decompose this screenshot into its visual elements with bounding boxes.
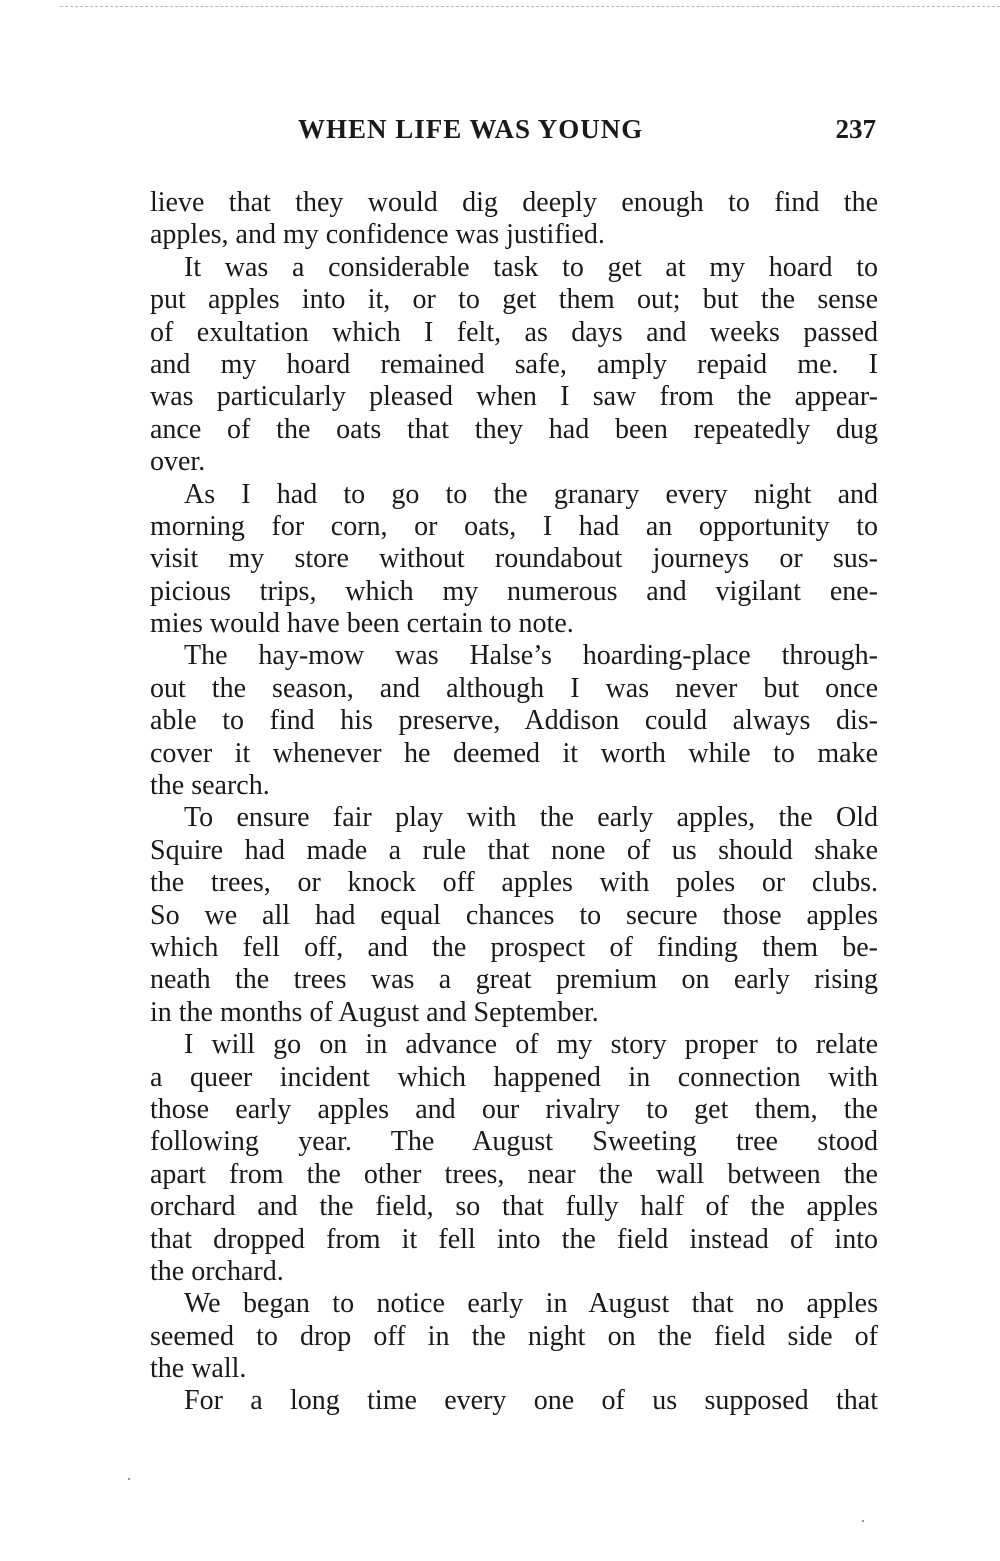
text-line: those early apples and our rivalry to get them, the (150, 1093, 878, 1125)
text-line: We began to notice early in August that no apples (184, 1288, 878, 1320)
text-line: following year. The August Sweeting tree stood (150, 1126, 878, 1158)
text-line: the wall. (150, 1353, 247, 1385)
text-line: orchard and the field, so that fully half of the apples (150, 1191, 878, 1223)
text-line: apart from the other trees, near the wall between the (150, 1158, 878, 1190)
text-line: The hay-mow was Halse’s hoarding-place through- (184, 640, 878, 672)
body-text (150, 187, 878, 1418)
scan-speck (862, 1520, 864, 1522)
text-line: of exultation which I felt, as days and weeks passed (150, 316, 878, 348)
text-line: visit my store without roundabout journeys or sus- (150, 543, 878, 575)
text-line: mies would have been certain to note. (150, 608, 574, 640)
text-line: Squire had made a rule that none of us should shake (150, 834, 878, 866)
running-head (150, 114, 878, 154)
text-line: was particularly pleased when I saw from the appear- (150, 381, 878, 413)
text-line: that dropped from it fell into the field instead of into (150, 1223, 878, 1255)
page-number: 237 (835, 114, 876, 144)
text-line: put apples into it, or to get them out; but the sense (150, 284, 878, 316)
text-line: the trees, or knock off apples with poles or clubs. (150, 867, 878, 899)
text-line: I will go on in advance of my story proper to relate (184, 1029, 878, 1061)
text-line: apples, and my confidence was justified. (150, 219, 605, 251)
text-line: and my hoard remained safe, amply repaid me. I (150, 348, 878, 380)
text-line: neath the trees was a great premium on early rising (150, 964, 878, 996)
running-title: WHEN LIFE WAS YOUNG (298, 114, 644, 144)
text-line: seemed to drop off in the night on the field side of (150, 1320, 878, 1352)
scan-artifact-line (60, 6, 1000, 7)
text-line: in the months of August and September. (150, 996, 599, 1028)
text-line: picious trips, which my numerous and vigilant ene- (150, 575, 878, 607)
text-line: As I had to go to the granary every night and (184, 478, 878, 510)
text-line: ance of the oats that they had been repeatedly dug (150, 413, 878, 445)
text-line: It was a considerable task to get at my hoard to (184, 251, 878, 283)
text-line: out the season, and although I was never but once (150, 672, 878, 704)
text-line: the search. (150, 770, 270, 802)
text-line: over. (150, 446, 206, 478)
text-line: a queer incident which happened in connection with (150, 1061, 878, 1093)
text-line: able to find his preserve, Addison could always dis- (150, 705, 878, 737)
text-line: So we all had equal chances to secure those apples (150, 899, 878, 931)
text-line: which fell off, and the prospect of finding them be- (150, 931, 878, 963)
scan-speck (128, 1478, 130, 1480)
text-line: morning for corn, or oats, I had an opportunity to (150, 510, 878, 542)
text-line: To ensure fair play with the early apples, the Old (184, 802, 878, 834)
text-line: For a long time every one of us supposed that (184, 1385, 878, 1417)
text-line: cover it whenever he deemed it worth while to make (150, 737, 878, 769)
text-line: lieve that they would dig deeply enough to find the (150, 187, 878, 218)
text-line: the orchard. (150, 1255, 284, 1287)
